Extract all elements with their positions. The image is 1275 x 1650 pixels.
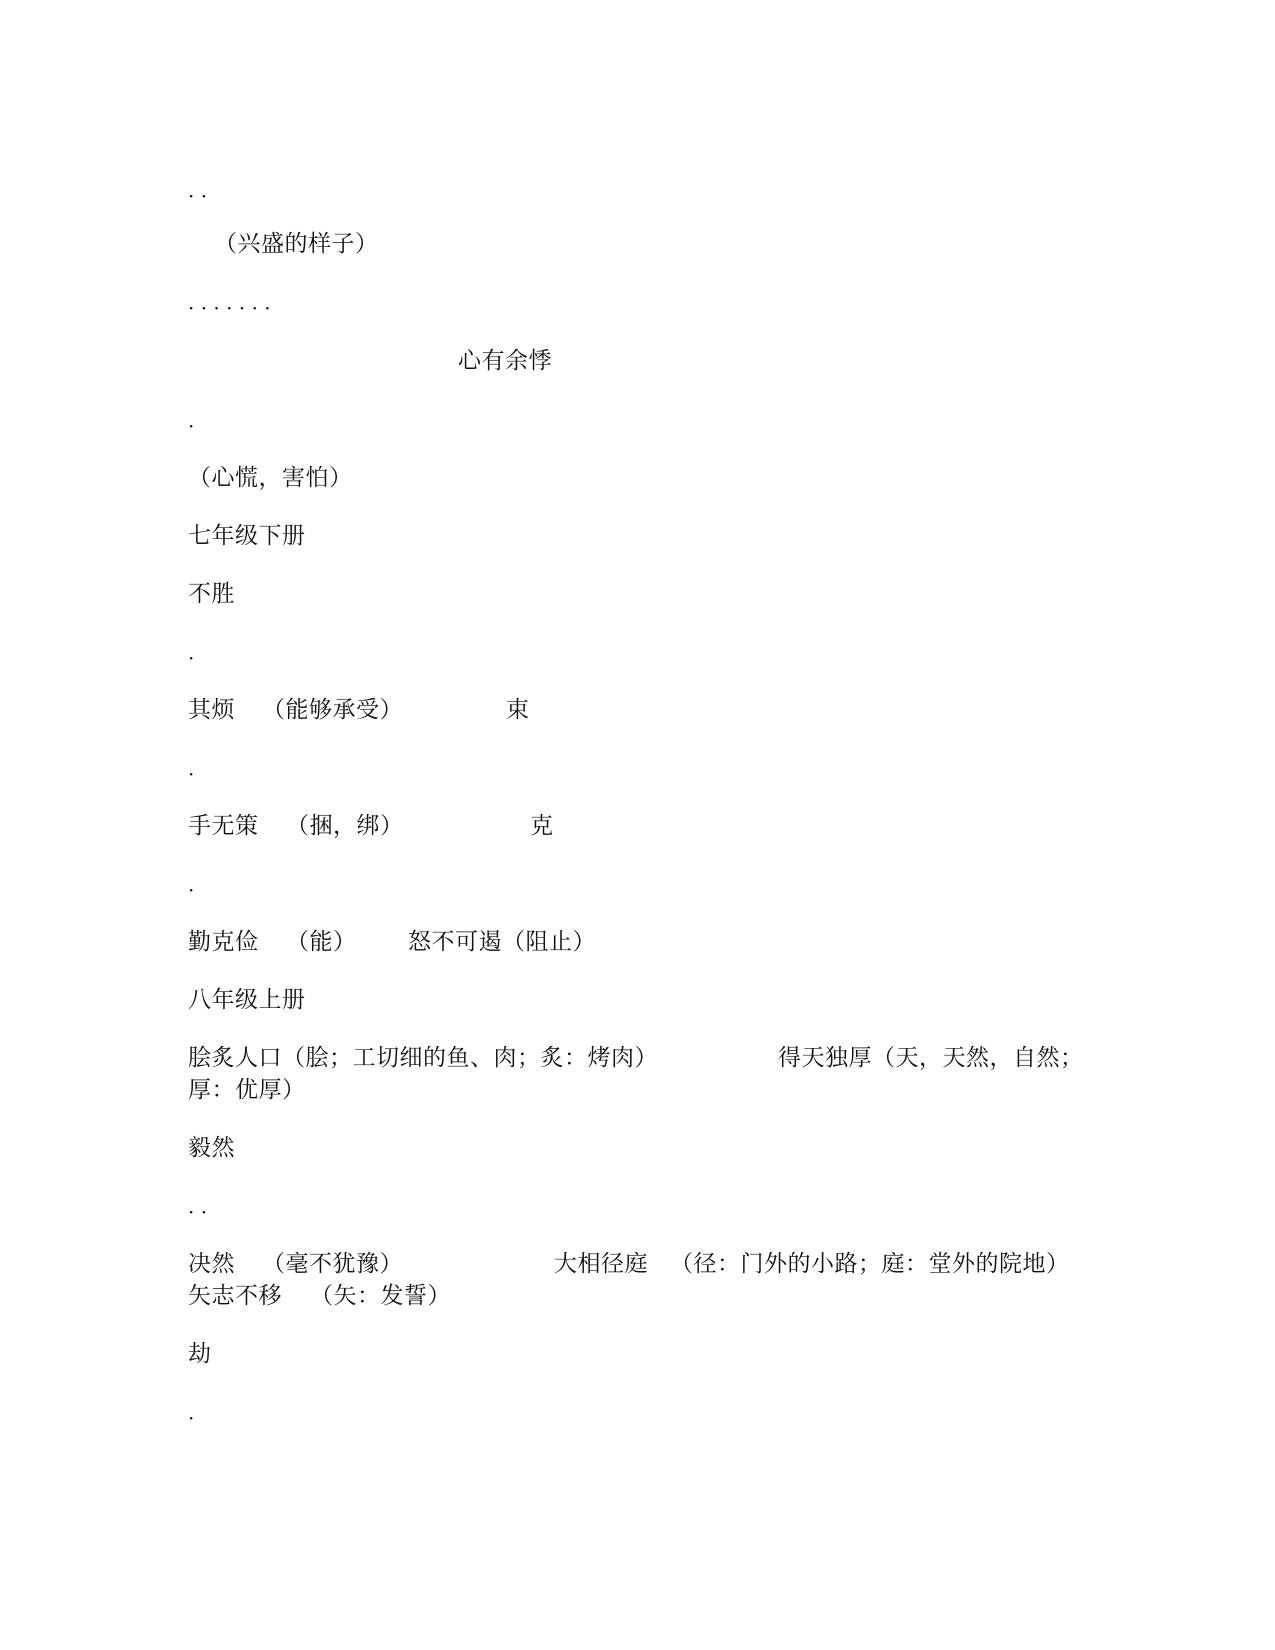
text-segment: （能够承受）	[262, 697, 403, 723]
text-segment: 手无策	[188, 813, 259, 839]
dot-marks: ·	[188, 878, 195, 902]
text-line: 毅然	[188, 1135, 235, 1161]
dot-marks: · ·	[188, 1200, 208, 1224]
text-segment: （径：门外的小路；庭：堂外的院地）	[670, 1251, 1070, 1277]
text-segment: 决然	[188, 1251, 235, 1277]
text-segment: 怒不可遏（阻止）	[408, 929, 596, 955]
text-line: 心有余悸	[458, 348, 552, 374]
text-segment: 束	[506, 697, 530, 723]
text-segment: （毫不犹豫）	[262, 1251, 403, 1277]
text-segment: 矢志不移	[188, 1283, 282, 1309]
section-heading: 七年级下册	[188, 523, 306, 549]
text-line	[188, 926, 1088, 958]
text-line: （兴盛的样子）	[214, 231, 379, 257]
text-line: 劫	[188, 1341, 212, 1367]
text-segment: 其烦	[188, 697, 235, 723]
section-heading: 八年级上册	[188, 987, 306, 1013]
text-line	[188, 810, 1088, 842]
text-segment: （捆，绑）	[286, 813, 404, 839]
text-segment: 克	[530, 813, 554, 839]
text-line: （心慌，害怕）	[188, 465, 353, 491]
text-segment: 勤克俭	[188, 929, 259, 955]
text-line	[188, 1042, 1088, 1074]
text-segment: 脍炙人口（脍；工切细的鱼、肉；炙：烤肉）	[188, 1045, 658, 1071]
text-line	[188, 1248, 1088, 1280]
dot-marks: ·	[188, 414, 195, 438]
text-segment: 大相径庭	[554, 1251, 648, 1277]
text-line	[188, 694, 1088, 726]
text-segment: 得天独厚（天，天然，自然；	[778, 1045, 1084, 1071]
text-line: 厚：优厚）	[188, 1077, 306, 1103]
text-segment: （矢：发誓）	[310, 1283, 451, 1309]
text-segment: （能）	[286, 929, 357, 955]
dot-marks: · · · · · · ·	[188, 296, 271, 320]
dot-marks: ·	[188, 1406, 195, 1430]
text-line: 不胜	[188, 581, 235, 607]
text-line	[188, 1280, 1088, 1312]
dot-marks: ·	[188, 646, 195, 670]
dot-marks: ·	[188, 762, 195, 786]
dot-marks: · ·	[188, 184, 208, 208]
